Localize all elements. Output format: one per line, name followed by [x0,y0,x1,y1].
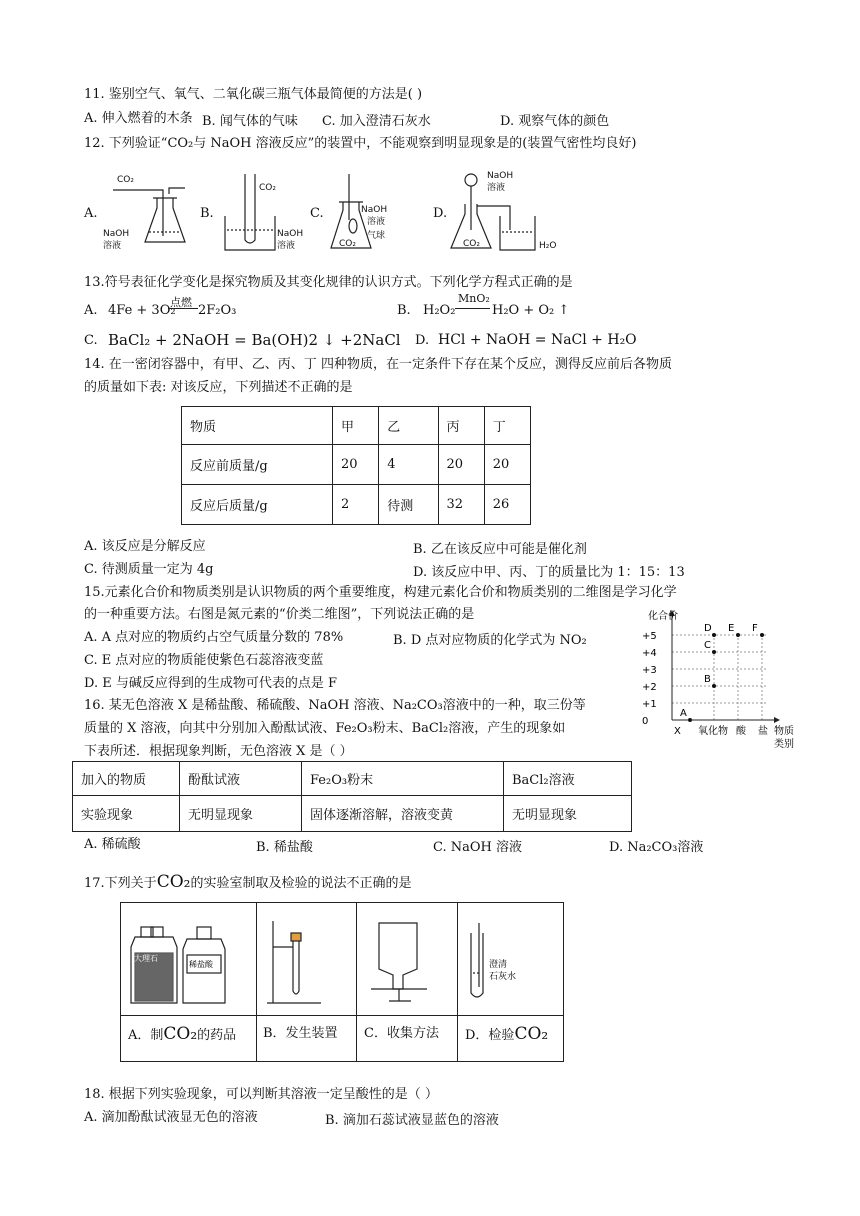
q14-option-b[interactable]: B. 乙在该反应中可能是催化剂 [413,542,587,557]
table-row [73,762,632,796]
fig-a-sol: 溶液 [103,241,122,251]
data-point [712,650,716,654]
q12-label-b[interactable]: B. [200,206,214,221]
q15-option-a[interactable]: A. A 点对应的物质约占空气质量分数的 78% [84,630,344,645]
q13-eq-b-left: H₂O₂ [423,303,456,318]
table-row [182,445,531,485]
q12-stem: 12. 下列验证“CO₂与 NaOH 溶液反应”的装置中，不能观察到明显现象是的(装置气密性均良好) [84,136,637,151]
generation-apparatus [267,921,321,1003]
point-label: E [728,623,735,634]
data-point [736,633,740,637]
table-cell: 丙 [438,407,484,445]
q17-option-a[interactable] [128,1024,236,1046]
fig-a-co2: CO₂ [117,175,134,185]
q11-option-d[interactable]: D. 观察气体的颜色 [500,114,610,129]
q16-table [72,761,632,832]
y-axis-label: 化合价 [648,611,678,622]
table-cell: 无明显现象 [180,796,302,832]
q14-option-d[interactable]: D. 该反应中甲、丙、丁的质量比为 1：15：13 [413,565,685,580]
table-cell: 20 [438,445,484,485]
table-cell: 固体逐渐溶解，溶液变黄 [302,796,504,832]
table-cell: 无明显现象 [504,796,632,832]
fig-d-co2: CO₂ [463,239,480,249]
q13-eq-d: HCl + NaOH = NaCl + H₂O [438,332,637,348]
table-cell: 待测 [379,485,438,525]
q15-option-d[interactable]: D. E 与碱反应得到的生成物可代表的点是 F [84,676,337,691]
x-category-label: 氧化物 [698,726,728,737]
y-tick-label: +4 [642,648,657,659]
y-tick-label: 0 [642,716,649,727]
q17-option-d-co2: CO₂ [514,1024,549,1044]
q15-option-c[interactable]: C. E 点对应的物质能使紫色石蕊溶液变蓝 [84,653,324,668]
q14-stem-2: 的质量如下表: 对该反应，下列描述不正确的是 [84,380,353,395]
table-cell: 加入的物质 [73,762,180,796]
q17-stem [84,872,411,894]
table-cell: 4 [379,445,438,485]
point-label: C [704,640,711,651]
fig-c-sol: 溶液 [367,217,386,227]
q17-stem-pre: 17.下列关于 [84,876,157,891]
q13-eq-a-cond: 点燃 [170,296,192,309]
test-apparatus [471,923,483,997]
point-label: D [704,623,712,634]
q14-option-c[interactable]: C. 待测质量一定为 4g [84,562,214,577]
q17-option-a-post: 的药品 [197,1028,237,1043]
fig-b-co2: CO₂ [259,183,276,193]
table-cell: BaCl₂溶液 [504,762,632,796]
q13-eq-a-right: 2F₂O₃ [198,303,237,318]
table-cell: Fe₂O₃粉末 [302,762,504,796]
q14-table [181,406,531,525]
table-cell: 2 [333,485,379,525]
table-cell: 20 [333,445,379,485]
table-cell: 甲 [333,407,379,445]
table-cell: 20 [484,445,530,485]
y-tick-label: +5 [642,631,657,642]
q16-option-a[interactable]: A. 稀硫酸 [84,837,141,852]
q18-option-a[interactable]: A. 滴加酚酞试液显无色的溶液 [84,1110,258,1125]
lime-label-2: 石灰水 [489,972,517,982]
x-axis-label-1: 物质 [774,726,794,737]
fig-c-co2: CO₂ [339,239,356,249]
valence-class-chart [628,606,804,756]
q13-eq-b-cond: MnO₂ [458,292,490,305]
q12-label-d[interactable]: D. [433,206,448,221]
fig-d-h2o: H₂O [539,241,557,251]
fig-c-naoh: NaOH [361,205,388,215]
x-axis-arrow [774,717,780,723]
data-point [712,684,716,688]
table-cell: 酚酞试液 [180,762,302,796]
q13-label-b[interactable]: B. [397,303,411,318]
q16-option-c[interactable]: C. NaOH 溶液 [433,840,523,855]
marble-bottle [131,927,177,1003]
q11-stem: 11. 鉴别空气、氧气、二氧化碳三瓶气体最简便的方法是( ) [84,87,423,102]
table-cell: 26 [484,485,530,525]
y-tick-label: +1 [642,699,657,710]
fig-b-sol: 溶液 [277,241,296,251]
point-label: F [752,623,758,634]
q17-option-b[interactable]: B．发生装置 [263,1026,338,1041]
hcl-label: 稀盐酸 [189,960,213,969]
fig-a-naoh: NaOH [103,229,130,239]
q16-stem-1: 16. 某无色溶液 X 是稀盐酸、稀硫酸、NaOH 溶液、Na₂CO₃溶液中的一种，取三份等 [84,698,586,713]
x-category-label: 酸 [736,726,746,737]
table-cell: 32 [438,485,484,525]
q17-option-d[interactable] [465,1024,548,1046]
point-label: A [680,708,687,719]
point-label: B [704,674,711,685]
q15-stem-2: 的一种重要方法。右图是氮元素的“价类二维图”，下列说法正确的是 [84,607,475,622]
q11-option-c[interactable]: C. 加入澄清石灰水 [322,114,431,129]
q13-label-d[interactable]: D. [415,333,430,348]
table-cell: 乙 [379,407,438,445]
q17-option-a-pre: A．制 [128,1028,164,1043]
table-cell: 丁 [484,407,530,445]
q15-stem-1: 15.元素化合价和物质类别是认识物质的两个重要维度，构建元素化合价和物质类别的二维图是学习化学 [84,585,677,600]
q17-stem-post: 的实验室制取及检验的说法不正确的是 [190,876,412,891]
q12-label-a[interactable]: A. [84,206,98,221]
q17-stem-co2: CO₂ [156,872,191,892]
table-cell: 反应前质量/g [182,445,333,485]
q17-option-d-pre: D．检验 [465,1028,515,1043]
q17-option-c[interactable]: C．收集方法 [364,1026,439,1041]
q13-label-a[interactable]: A. [84,303,98,318]
q12-label-c[interactable]: C. [310,206,324,221]
table-row [182,485,531,525]
q16-stem-3: 下表所述．根据现象判断，无色溶液 X 是（ ） [84,744,353,759]
q13-eq-b-bar [455,308,490,309]
y-tick-label: +3 [642,665,657,676]
q11-option-b[interactable]: B. 闻气体的气味 [202,114,298,129]
divider [121,1015,563,1016]
q13-eq-c: BaCl₂ + 2NaOH = Ba(OH)2 ↓ +2NaCl [108,331,401,349]
x-axis-label-2: 类别 [774,739,794,750]
fig-c-balloon: 气球 [367,231,386,241]
q16-option-b[interactable]: B. 稀盐酸 [256,840,313,855]
q11-option-a[interactable]: A. 伸入燃着的木条 [84,111,193,126]
q12-apparatus-figure [95,160,595,260]
q18-stem: 18. 根据下列实验现象，可以判断其溶液一定呈酸性的是（ ） [84,1087,438,1102]
q13-label-c[interactable]: C. [84,333,98,348]
collection-apparatus [371,923,427,1001]
q13-eq-a-left: 4Fe + 3O₂ [108,303,176,318]
q17-apparatus-figure [121,903,561,1013]
table-cell: 实验现象 [73,796,180,832]
q16-stem-2: 质量的 X 溶液，向其中分别加入酚酞试液、Fe₂O₃粉末、BaCl₂溶液，产生的现象如 [84,721,566,736]
x-category-label: 盐 [758,726,768,737]
data-point [688,718,692,722]
table-row [73,796,632,832]
lime-label-1: 澄清 [489,960,508,970]
q18-option-b[interactable]: B. 滴加石蕊试液显蓝色的溶液 [325,1113,499,1128]
table-row [182,407,531,445]
q13-eq-a-bar [168,308,198,309]
x-category-label: X [674,726,681,737]
data-point [760,633,764,637]
fig-d-sol: 溶液 [487,183,506,193]
fig-d-naoh: NaOH [487,171,514,181]
data-point [712,633,716,637]
table-cell: 反应后质量/g [182,485,333,525]
y-tick-label: +2 [642,682,657,693]
q14-stem-1: 14. 在一密闭容器中，有甲、乙、丙、丁 四种物质，在一定条件下存在某个反应，测得反应前后各物质 [84,357,672,372]
q15-option-b[interactable]: B. D 点对应物质的化学式为 NO₂ [393,633,587,648]
fig-b-naoh: NaOH [277,229,304,239]
q13-stem: 13.符号表征化学变化是探究物质及其变化规律的认识方式。下列化学方程式正确的是 [84,275,573,290]
marble-label: 大理石 [134,954,158,963]
q13-eq-b-right: H₂O + O₂ ↑ [492,303,570,318]
q14-option-a[interactable]: A. 该反应是分解反应 [84,539,206,554]
table-cell: 物质 [182,407,333,445]
q16-option-d[interactable]: D. Na₂CO₃溶液 [609,840,704,855]
q17-option-a-co2: CO₂ [163,1024,198,1044]
